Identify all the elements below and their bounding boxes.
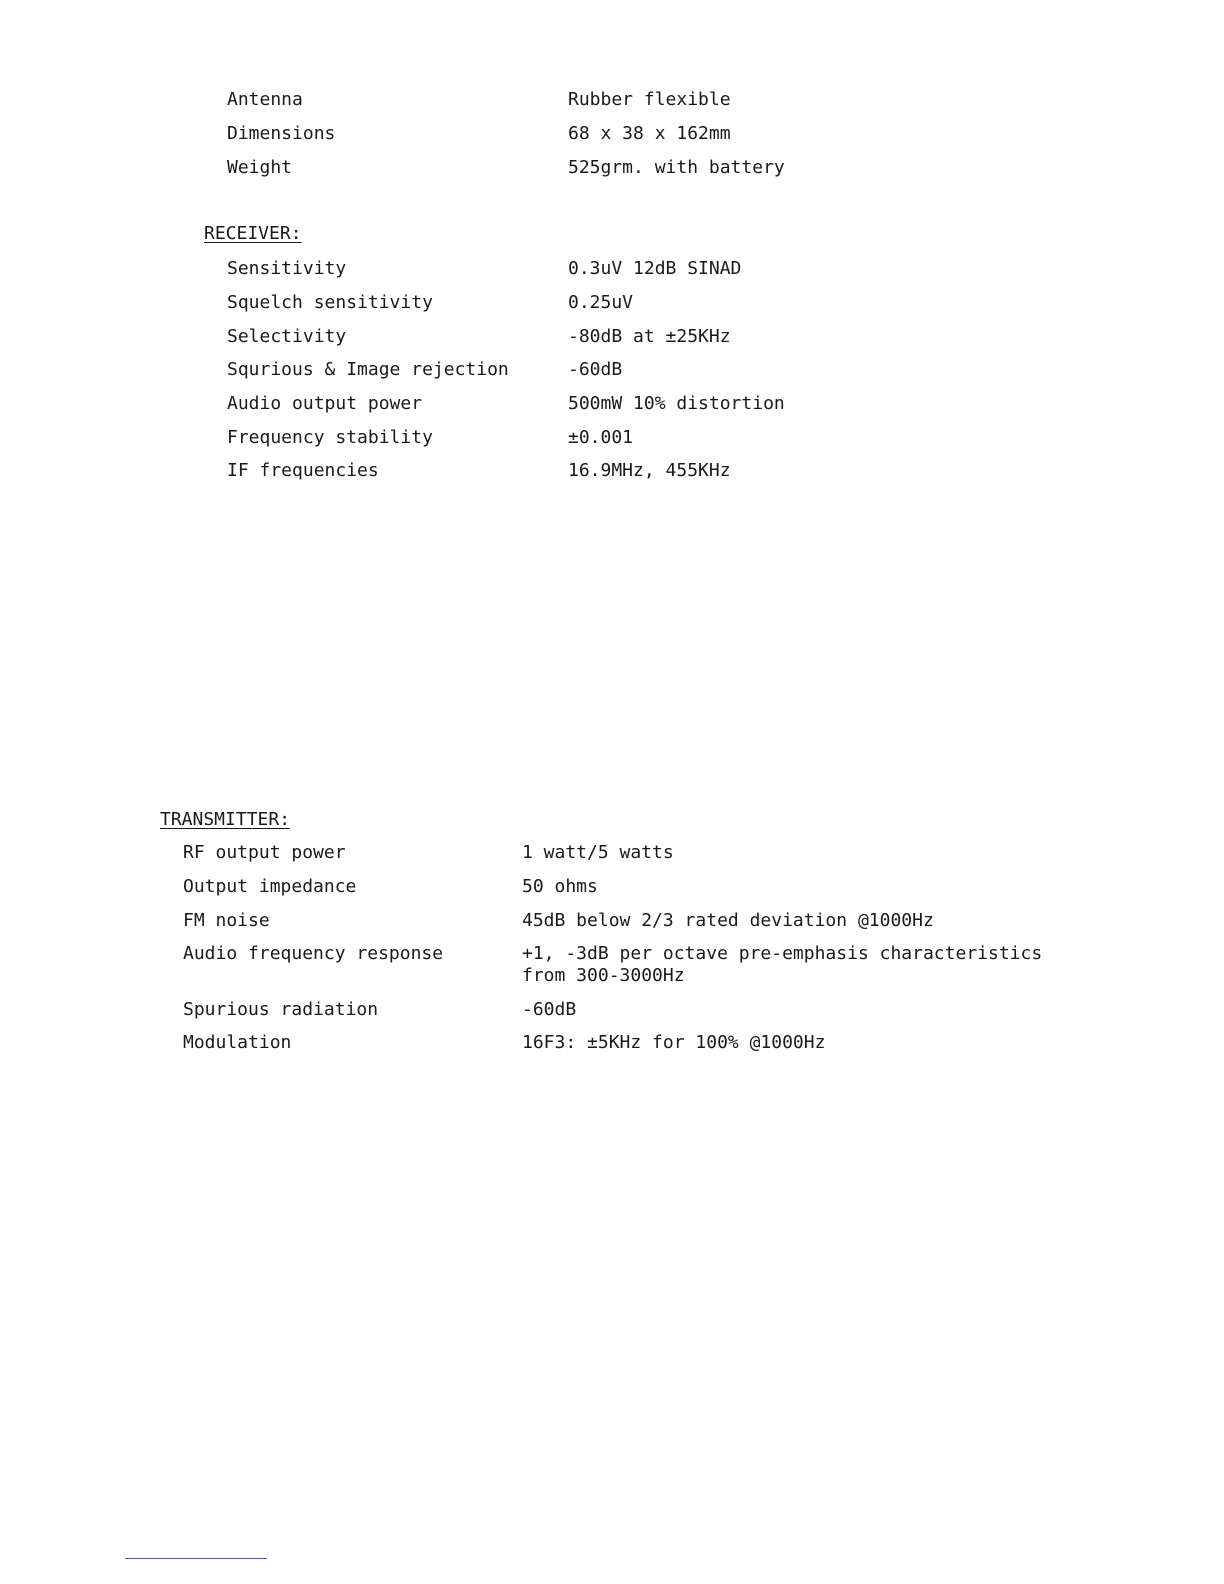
spec-label: Audio frequency response [183,943,444,964]
spec-value: 1 watt/5 watts [522,842,674,863]
spec-value: ±0.001 [568,427,634,448]
spec-value: Rubber flexible [568,89,731,110]
spec-value: -80dB at ±25KHz [568,326,731,347]
footer-rule [125,1558,267,1559]
receiver-heading [204,223,302,245]
spec-label: Sensitivity [227,258,347,279]
spec-label: Audio output power [227,393,423,414]
spec-label: Frequency stability [227,427,433,448]
spec-value: +1, -3dB per octave pre-emphasis characteristics from 300-3000Hz [522,943,1043,986]
spec-value: 68 x 38 x 162mm [568,123,731,144]
spec-label: FM noise [183,910,270,931]
spec-value: 500mW 10% distortion [568,393,785,414]
spec-value: 0.3uV 12dB SINAD [568,258,742,279]
spec-label: Squrious & Image rejection [227,359,509,380]
spec-value: 16F3: ±5KHz for 100% @1000Hz [522,1032,826,1053]
transmitter-heading-text: TRANSMITTER: [160,809,291,830]
spec-label: Antenna [227,89,303,110]
spec-value: 50 ohms [522,876,598,897]
spec-label: Dimensions [227,123,336,144]
spec-label: Weight [227,157,293,178]
spec-label: Output impedance [183,876,357,897]
spec-value: -60dB [522,999,577,1020]
spec-label: Squelch sensitivity [227,292,433,313]
spec-label: Modulation [183,1032,292,1053]
spec-label: Spurious radiation [183,999,379,1020]
transmitter-heading [160,809,290,831]
spec-value: 16.9MHz, 455KHz [568,460,731,481]
spec-label: Selectivity [227,326,347,347]
receiver-heading-text: RECEIVER: [204,223,302,244]
spec-value: 525grm. with battery [568,157,785,178]
spec-label: RF output power [183,842,346,863]
spec-value: 45dB below 2/3 rated deviation @1000Hz [522,910,934,931]
spec-value: 0.25uV [568,292,634,313]
spec-label: IF frequencies [227,460,379,481]
spec-value: -60dB [568,359,623,380]
